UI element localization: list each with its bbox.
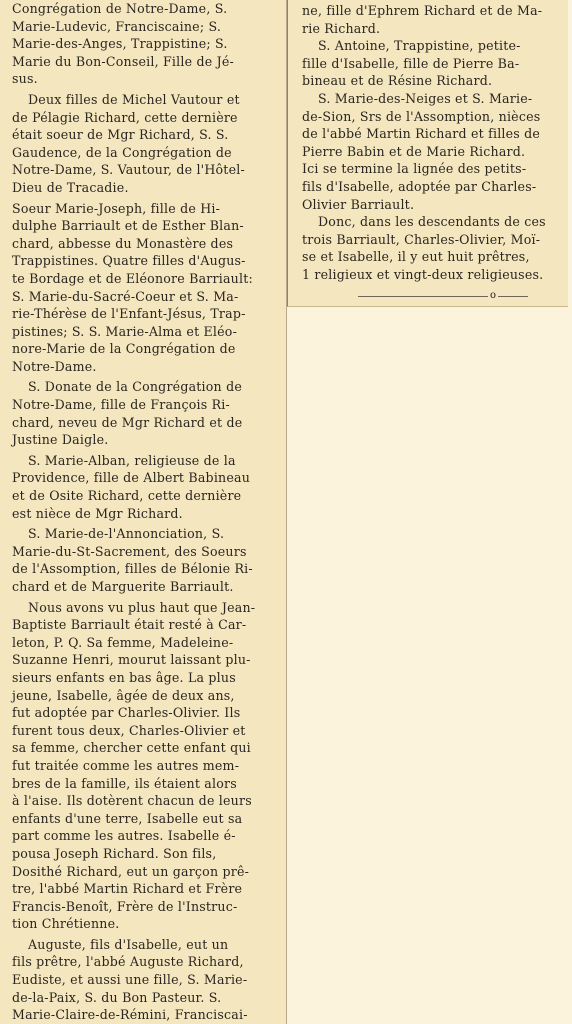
paragraph-6: S. Marie-de-l'Annonciation, S. Marie-du-St-Sacrement, des Soeurs de l'Assomption, filles de Bélonie Ri- chard et de Marguerite Barriault.	[12, 526, 253, 594]
paragraph-3: Soeur Marie-Joseph, fille de Hi- dulphe Barriault et de Esther Blan- chard, abbesse du Monastère des Trappistines. Quatre filles d'Augus- te Bordage et de Eléonore Barriault: S. Marie-du-Sacré-Coeur et S. Ma- rie-Thérèse de l'Enfant-Jésus, Trap- pistines; S. S. Marie-Alma et Eléo- nore-Marie de la Congrégation de Notre-Dame.	[12, 200, 253, 374]
right-column-text	[288, 0, 568, 284]
paragraph-2: Deux filles de Michel Vautour et de Pélagie Richard, cette dernière était soeur de Mgr Richard, S. S. Gaudence, de la Congrégation de Notre-Dame, S. Vautour, de l'Hôtel- Dieu de Tracadie.	[12, 91, 245, 195]
paragraph-10: S. Antoine, Trappistine, petite- fille d'Isabelle, fille de Pierre Ba- bineau et de Résine Richard.	[302, 38, 521, 89]
paragraph-9: ne, fille d'Ephrem Richard et de Ma- rie Richard.	[302, 3, 543, 36]
paragraph-4: S. Donate de la Congrégation de Notre-Dame, fille de François Ri- chard, neveu de Mgr Richard et de Justine Daigle.	[12, 379, 243, 448]
right-column-clipping	[287, 0, 568, 307]
paragraph-7: Nous avons vu plus haut que Jean- Baptiste Barriault était resté à Car- leton, P. Q. Sa femme, Madeleine- Suzanne Henri, mourut laissant plu- sieurs enfants en bas âge. La plus jeune, Isabelle, âgée de deux ans, fut adoptée par Charles-Olivier. Ils furent tous deux, Charles-Olivier et sa femme, chercher cette enfant qui fut traitée comme les autres mem- bres de la famille, ils étaient alors à l'aise. Ils dotèrent chacun de leurs enfants d'une terre, Isabelle eut sa part comme les autres. Isabelle é- pousa Joseph Richard. Son fils, Dosithé Richard, eut un garçon prê- tre, l'abbé Martin Richard et Frère Francis-Benoît, Frère de l'Instruc- tion Chrétienne.	[12, 599, 256, 932]
paragraph-11: S. Marie-des-Neiges et S. Marie- de-Sion, Srs de l'Assomption, nièces de l'abbé Martin Richard et filles de Pierre Babin et de Marie Richard. Ici se termine la lignée des petits- fils d'Isabelle, adoptée par Charles- Olivier Barriault.	[302, 90, 541, 212]
paragraph-5: S. Marie-Alban, religieuse de la Providence, fille de Albert Babineau et de Osite Richard, cette dernière est nièce de Mgr Richard.	[12, 452, 251, 521]
end-mark: o	[490, 290, 497, 301]
paragraph-8: Auguste, fils d'Isabelle, eut un fils prêtre, l'abbé Auguste Richard, Eudiste, et aussi une fille, S. Marie- de-la-Paix, S. du Bon Pasteur. S. Marie-Claire-de-Rémini, Franciscai-	[12, 936, 248, 1023]
paragraph-1: Congrégation de Notre-Dame, S. Marie-Ludevic, Franciscaine; S. Marie-des-Anges, Trappistine; S. Marie du Bon-Conseil, Fille de Jé- sus.	[12, 1, 234, 87]
paragraph-12: Donc, dans les descendants de ces trois Barriault, Charles-Olivier, Moï- se et Isabelle, il y eut huit prêtres, 1 religieux et vingt-deux religieuses.	[302, 214, 546, 282]
end-rule	[358, 290, 528, 301]
